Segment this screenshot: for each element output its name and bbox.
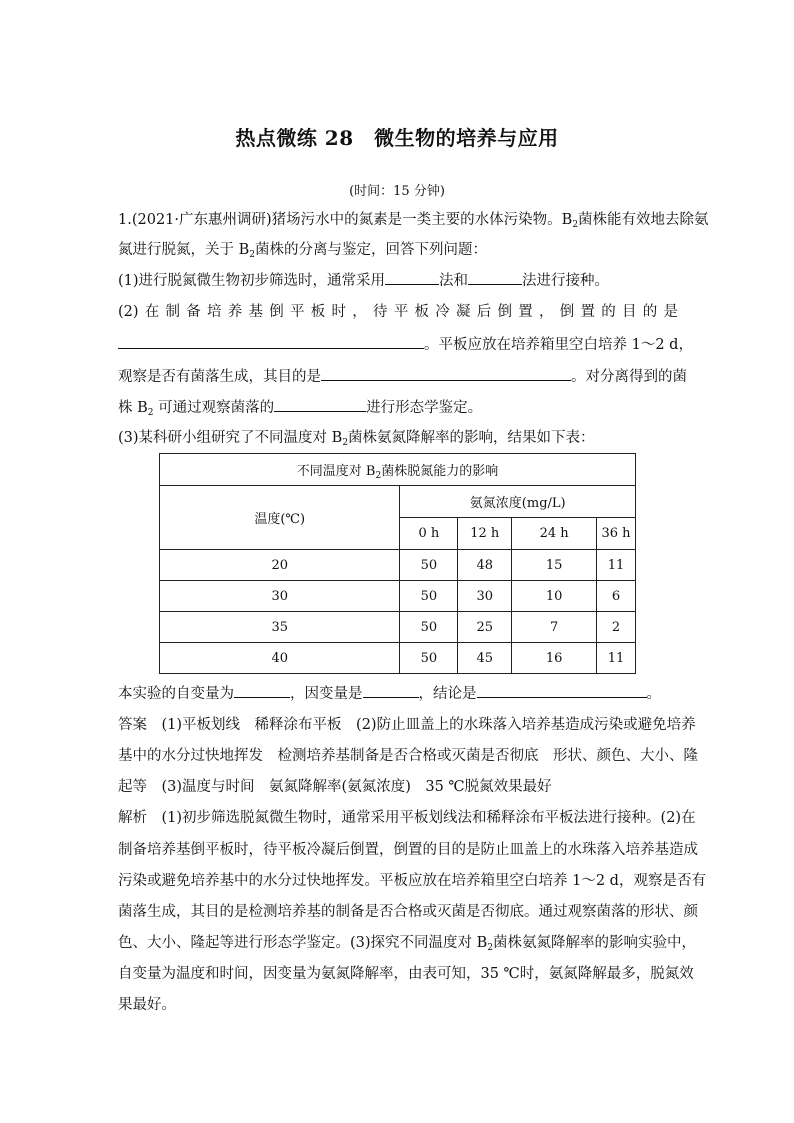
value-cell: 2 [597,612,636,643]
question-part-3 [118,428,678,448]
analysis-label: 解析 [118,810,147,826]
answer-line-1 [118,715,696,735]
analysis-line-6: 自变量为温度和时间，因变量为氨氮降解率，由表可知，35 ℃时，氨氮降解最多，脱氮效 [118,966,694,982]
value-cell: 50 [400,612,458,643]
question-line-7 [118,397,678,418]
question-text: 。平板应放在培养箱里空白培养 1～2 d， [424,337,693,353]
value-cell: 48 [458,550,512,581]
question-text: 进行形态学鉴定。 [366,400,483,416]
answer-blank-1[interactable] [385,270,439,285]
subscript: 2 [249,250,255,260]
row-header-temperature: 温度(℃) [160,486,400,550]
value-cell: 11 [597,643,636,674]
answer-line-2: 基中的水分过快地挥发 检测培养基制备是否合格或灭菌是否彻底 形状、颜色、大小、隆 [118,748,698,764]
question-text: ，结论是 [418,686,477,702]
table-caption [160,454,636,486]
answer-text: (1)平板划线 稀释涂布平板 (2)防止皿盖上的水珠落入培养基造成污染或避免培养 [161,717,696,733]
analysis-line-5 [118,933,697,953]
question-text: 氮进行脱氮，关于 B [118,242,250,258]
question-conclusion [118,683,678,704]
answer-blank-2[interactable] [468,270,522,285]
value-cell: 50 [400,581,458,612]
question-line-2 [118,240,678,260]
analysis-line-2: 制备培养基倒平板时，待平板冷凝后倒置，倒置的目的是防止皿盖上的水珠落入培养基造成 [118,842,698,858]
temperature-cell: 40 [160,643,400,674]
column-header: 12 h [458,518,512,550]
value-cell: 25 [458,612,512,643]
table-row [160,612,636,643]
answer-line-3: 起等 (3)温度与时间 氨氮降解率(氨氮浓度) 35 ℃脱氮效果最好 [118,779,552,795]
value-cell: 15 [512,550,597,581]
column-header: 24 h [512,518,597,550]
question-text: 1.(2021·广东惠州调研)猪场污水中的氮素是一类主要的水体污染物。B [118,212,573,228]
group-header-concentration: 氨氮浓度(mg/L) [400,486,636,518]
subscript: 2 [487,943,494,953]
analysis-line-1 [118,808,696,828]
caption-text: 不同温度对 B [296,464,376,479]
question-text: 法进行接种。 [522,273,610,289]
analysis-text: 色、大小、隆起等进行形态学鉴定。(3)探究不同温度对 B [118,935,488,951]
value-cell: 7 [512,612,597,643]
analysis-line-4: 菌落生成，其目的是检测培养基的制备是否合格或灭菌是否彻底。通过观察菌落的形状、颜 [118,904,698,920]
analysis-line-3: 污染或避免培养基中的水分过快地挥发。平板应放在培养箱里空白培养 1～2 d，观察是否有 [118,873,706,889]
column-header: 36 h [597,518,636,550]
value-cell: 11 [597,550,636,581]
question-text: 观察是否有菌落生成，其目的是 [118,369,321,385]
value-cell: 16 [512,643,597,674]
question-line-5 [118,334,693,355]
temperature-cell: 20 [160,550,400,581]
table-row [160,550,636,581]
table-row [160,581,636,612]
question-part-1 [118,270,678,291]
subscript: 2 [572,220,579,230]
subscript: 2 [375,471,382,481]
question-text: 。对分离得到的菌 [571,369,687,385]
caption-text: 菌株脱氮能力的影响 [381,464,499,479]
analysis-line-7: 果最好。 [118,997,176,1013]
column-header: 0 h [400,518,458,550]
question-text: 本实验的自变量为 [118,686,234,702]
value-cell: 50 [400,643,458,674]
table-row [160,643,636,674]
answer-blank-7[interactable] [363,683,419,698]
subscript: 2 [147,408,154,418]
question-text: 法和 [439,273,469,289]
analysis-text: (1)初步筛选脱氮微生物时，通常采用平板划线法和稀释涂布平板法进行接种。(2)在 [161,810,696,826]
question-line-1 [118,210,709,230]
temperature-cell: 30 [160,581,400,612]
answer-blank-8[interactable] [477,683,647,698]
question-text: 株 B [118,400,148,416]
question-text: 菌株氨氮降解率的影响，结果如下表： [348,430,595,446]
answer-label: 答案 [118,717,147,733]
question-text: 。 [646,686,661,702]
value-cell: 6 [597,581,636,612]
question-text: (1)进行脱氮微生物初步筛选时，通常采用 [118,273,386,289]
answer-blank-5[interactable] [274,397,366,412]
answer-blank-4[interactable] [321,366,571,381]
question-part-2: (2)在制备培养基倒平板时，待平板冷凝后倒置，倒置的目的是 [118,304,678,320]
time-note: (时间：15 分钟) [349,184,445,199]
page-title: 热点微练 28 微生物的培养与应用 [235,126,559,150]
subscript: 2 [342,438,349,448]
question-text: 菌株的分离与鉴定，回答下列问题： [255,242,487,258]
value-cell: 50 [400,550,458,581]
analysis-text: 菌株氨氮降解率的影响实验中， [493,935,697,951]
question-line-6 [118,366,687,387]
question-text: ，因变量是 [290,686,363,702]
value-cell: 45 [458,643,512,674]
value-cell: 30 [458,581,512,612]
temperature-cell: 35 [160,612,400,643]
answer-blank-6[interactable] [234,683,290,698]
answer-blank-3[interactable] [118,334,424,349]
question-text: (3)某科研小组研究了不同温度对 B [118,430,343,446]
data-table [159,453,636,674]
question-text: 菌株能有效地去除氨 [578,212,709,228]
question-text: 可通过观察菌落的 [153,400,275,416]
value-cell: 10 [512,581,597,612]
